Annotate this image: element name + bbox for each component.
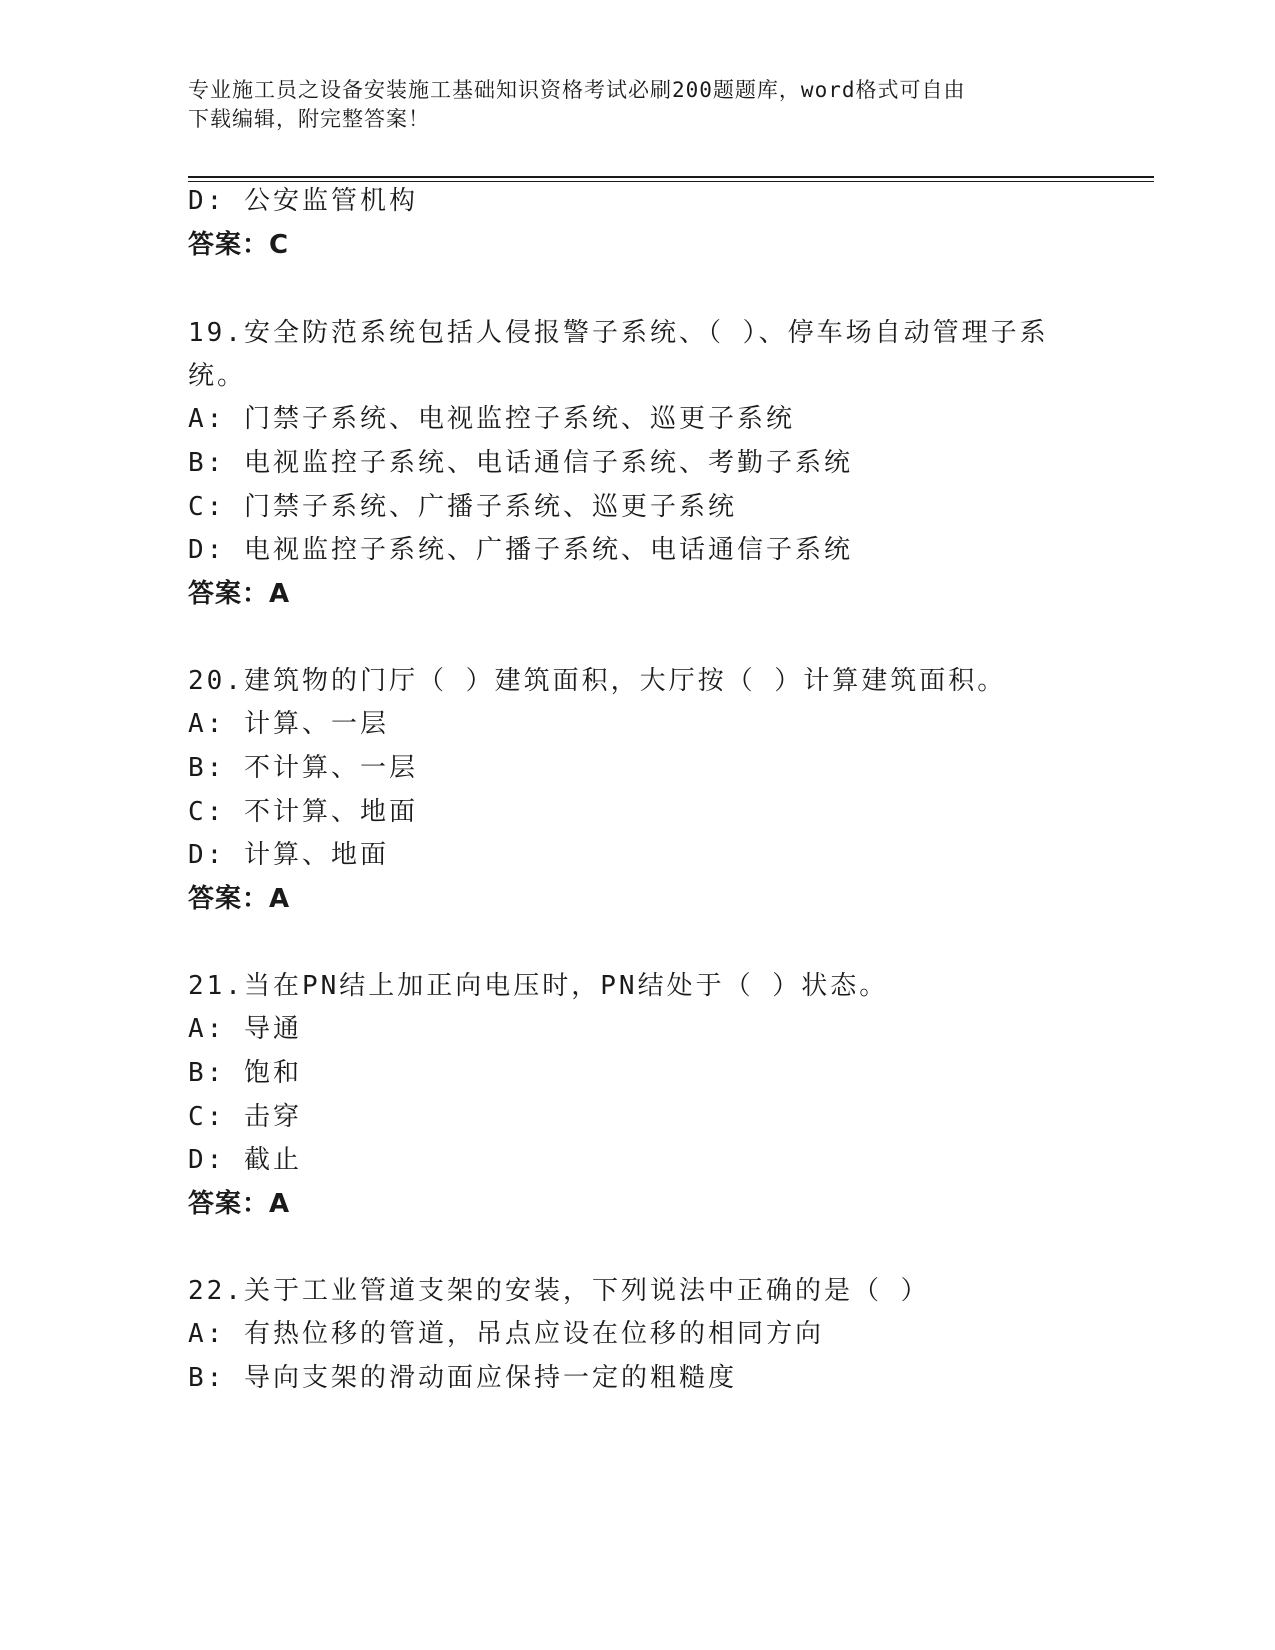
q19-answer: 答案：A <box>188 579 291 609</box>
q20-option-a: A: 计算、一层 <box>188 709 389 739</box>
q21-option-a: A: 导通 <box>188 1014 302 1044</box>
header-divider-thick <box>188 176 1154 178</box>
q21-option-c: C: 击穿 <box>188 1102 302 1132</box>
q19-option-b: B: 电视监控子系统、电话通信子系统、考勤子系统 <box>188 448 853 478</box>
q21-answer: 答案：A <box>188 1189 291 1219</box>
prev-answer: 答案：C <box>188 230 290 260</box>
q20-stem-line-1: 20.建筑物的门厅（ ）建筑面积，大厅按（ ）计算建筑面积。 <box>188 666 1007 696</box>
q19-option-a: A: 门禁子系统、电视监控子系统、巡更子系统 <box>188 404 795 434</box>
header-divider-thin <box>188 181 1154 182</box>
page-header <box>188 76 1088 134</box>
q19-option-d: D: 电视监控子系统、广播子系统、电话通信子系统 <box>188 535 853 565</box>
q20-option-d: D: 计算、地面 <box>188 840 389 870</box>
q19-stem-line-1: 19.安全防范系统包括人侵报警子系统、（ ）、停车场自动管理子系 <box>188 318 1049 348</box>
header-title-line-2: 下载编辑，附完整答案！ <box>188 107 430 131</box>
q20-option-c: C: 不计算、地面 <box>188 797 418 827</box>
q21-stem-line-1: 21.当在PN结上加正向电压时，PN结处于（ ）状态。 <box>188 971 889 1001</box>
q20-option-b: B: 不计算、一层 <box>188 753 418 783</box>
q19-stem-line-2: 统。 <box>188 361 247 391</box>
q22-stem-line-1: 22.关于工业管道支架的安装，下列说法中正确的是（ ） <box>188 1276 930 1306</box>
q21-option-b: B: 饱和 <box>188 1058 302 1088</box>
prev-option-d: D: 公安监管机构 <box>188 186 418 216</box>
header-title-line-1: 专业施工员之设备安装施工基础知识资格考试必刷200题题库，word格式可自由 <box>188 78 966 102</box>
q20-answer: 答案：A <box>188 884 291 914</box>
q22-option-a: A: 有热位移的管道，吊点应设在位移的相同方向 <box>188 1319 824 1349</box>
q19-option-c: C: 门禁子系统、广播子系统、巡更子系统 <box>188 492 737 522</box>
q21-option-d: D: 截止 <box>188 1145 302 1175</box>
q22-option-b: B: 导向支架的滑动面应保持一定的粗糙度 <box>188 1363 737 1393</box>
